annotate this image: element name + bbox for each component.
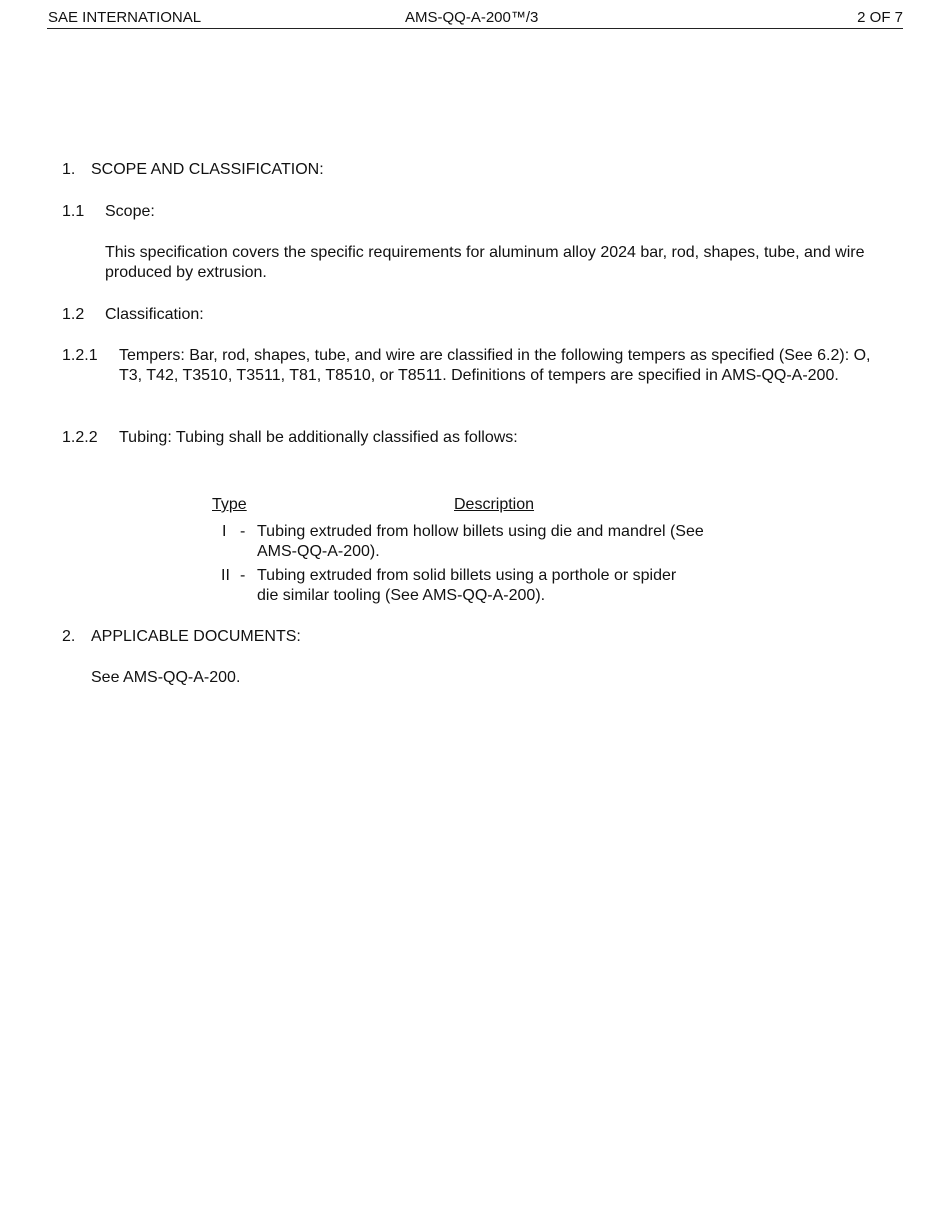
- row-dash: -: [240, 523, 246, 540]
- header-org: SAE INTERNATIONAL: [48, 9, 202, 26]
- col-header-type: Type: [212, 496, 247, 513]
- section-1-2-2-body: Tubing: Tubing shall be additionally classified as follows:: [119, 429, 518, 446]
- section-1-1-title: Scope:: [105, 203, 155, 220]
- section-1-2-1-number: 1.2.1: [62, 347, 98, 364]
- header-page-number: 2 OF 7: [857, 9, 903, 26]
- section-2-number: 2.: [62, 628, 76, 645]
- section-1-2-1-body: Tempers: Bar, rod, shapes, tube, and wire are classified in the following tempers as specified (See 6.2): O, T3, T42, T3510, T3511, T81, T8510, or T8511. Definitions of tempers are specified in AMS-QQ-A-200.: [119, 347, 871, 384]
- section-1-number: 1.: [62, 161, 76, 178]
- col-header-description: Description: [454, 496, 535, 513]
- row-dash: -: [240, 567, 246, 584]
- section-1-title: SCOPE AND CLASSIFICATION:: [91, 161, 324, 178]
- row-description-line-2: die similar tooling (See AMS-QQ-A-200).: [257, 587, 546, 604]
- row-type: II: [221, 567, 230, 584]
- row-description-line-1: Tubing extruded from solid billets using a porthole or spider: [257, 567, 677, 584]
- row-type: I: [222, 523, 227, 540]
- section-1-2-number: 1.2: [62, 306, 85, 323]
- section-1-1-number: 1.1: [62, 203, 85, 220]
- page-header: [47, 7, 903, 29]
- section-1-2-2-number: 1.2.2: [62, 429, 98, 446]
- section-2-body: See AMS-QQ-A-200.: [91, 669, 241, 686]
- section-2-title: APPLICABLE DOCUMENTS:: [91, 628, 301, 645]
- section-1-1-body: This specification covers the specific requirements for aluminum alloy 2024 bar, rod, shapes, tube, and wire produced by extrusion.: [105, 244, 865, 281]
- section-1-2-title: Classification:: [105, 306, 204, 323]
- row-description-line-2: AMS-QQ-A-200).: [257, 543, 380, 560]
- header-doc-number: AMS-QQ-A-200™/3: [405, 9, 539, 26]
- row-description-line-1: Tubing extruded from hollow billets using die and mandrel (See: [257, 523, 704, 540]
